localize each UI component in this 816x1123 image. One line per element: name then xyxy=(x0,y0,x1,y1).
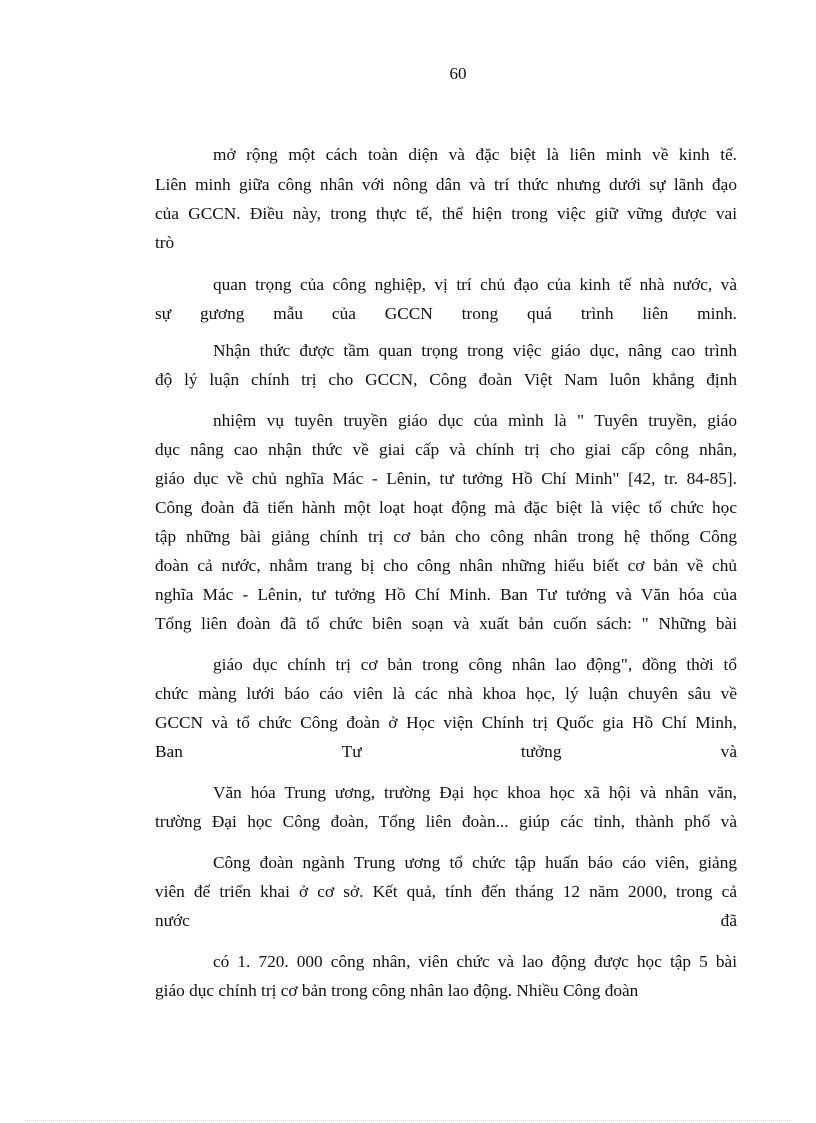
text-line: nhiệm vụ tuyên truyền giáo dục của mình là " Tuyên truyền, giáo xyxy=(213,411,737,430)
text-line: Nhận thức được tầm quan trọng trong việc giáo dục, nâng cao trình xyxy=(213,341,737,360)
text-line: nước đã xyxy=(155,911,737,930)
text-line: Tổng liên đoàn đã tổ chức biên soạn và xuất bản cuốn sách: " Những bài xyxy=(155,614,737,633)
text-line: đoàn cả nước, nhằm trang bị cho công nhân những hiểu biết cơ bản về chủ xyxy=(155,556,737,575)
text-line: giáo dục chính trị cơ bản trong công nhân lao động. Nhiều Công đoàn xyxy=(155,981,639,1000)
page-bottom-dotted-rule xyxy=(25,1120,792,1121)
text-line: Công đoàn ngành Trung ương tổ chức tập huấn báo cáo viên, giảng xyxy=(213,853,737,872)
text-line: chức màng lưới báo cáo viên là các nhà khoa học, lý luận chuyên sâu về xyxy=(155,684,737,703)
text-line: mở rộng một cách toàn diện và đặc biệt là liên minh về kinh tế. xyxy=(213,145,737,164)
text-line: của GCCN. Điều này, trong thực tế, thể hiện trong việc giữ vững được vai xyxy=(155,204,737,223)
text-line: trò xyxy=(155,233,175,252)
page-number: 60 xyxy=(449,64,467,83)
text-line: độ lý luận chính trị cho GCCN, Công đoàn Việt Nam luôn khẳng định xyxy=(155,370,737,389)
text-line: Công đoàn đã tiến hành một loạt hoạt động mà đặc biệt là việc tổ chức học xyxy=(155,498,737,517)
text-line: nghĩa Mác - Lênin, tư tưởng Hồ Chí Minh. Ban Tư tưởng và Văn hóa của xyxy=(155,585,737,604)
text-line: dục nâng cao nhận thức về giai cấp và chính trị cho giai cấp công nhân, xyxy=(155,440,737,459)
text-line: trường Đại học Công đoàn, Tổng liên đoàn... giúp các tỉnh, thành phố và xyxy=(155,812,737,831)
text-line: Liên minh giữa công nhân với nông dân và trí thức nhưng dưới sự lãnh đạo xyxy=(155,175,737,194)
text-line: GCCN và tổ chức Công đoàn ở Học viện Chính trị Quốc gia Hồ Chí Minh, xyxy=(155,713,737,732)
text-line: quan trọng của công nghiệp, vị trí chủ đạo của kinh tế nhà nước, và xyxy=(213,275,737,294)
text-line: sự gương mẫu của GCCN trong quá trình liên minh. xyxy=(155,304,737,323)
text-line: tập những bài giảng chính trị cơ bản cho công nhân trong hệ thống Công xyxy=(155,527,737,546)
text-line: giáo dục về chủ nghĩa Mác - Lênin, tư tưởng Hồ Chí Minh" [42, tr. 84-85]. xyxy=(155,469,737,488)
text-line: giáo dục chính trị cơ bản trong công nhân lao động", đồng thời tổ xyxy=(213,655,737,674)
text-line: viên để triển khai ở cơ sở. Kết quả, tính đến tháng 12 năm 2000, trong cả xyxy=(155,882,737,901)
text-line: có 1. 720. 000 công nhân, viên chức và lao động được học tập 5 bài xyxy=(213,952,737,971)
text-line: Văn hóa Trung ương, trường Đại học khoa học xã hội và nhân văn, xyxy=(213,783,737,802)
text-line: Ban Tư tưởng và xyxy=(155,742,737,761)
